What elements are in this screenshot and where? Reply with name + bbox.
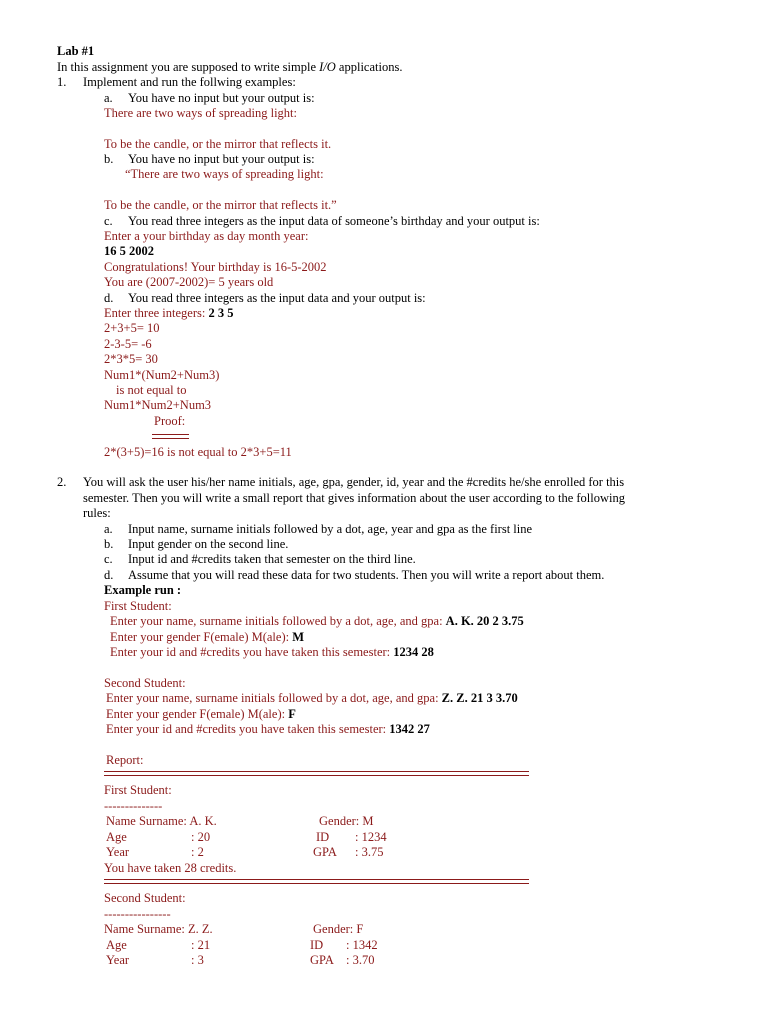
ss-input-2: F xyxy=(288,707,296,721)
fs-prompt-3: Enter your id and #credits you have taken this semester: xyxy=(110,645,394,659)
r1-year-value: : 2 xyxy=(191,845,204,859)
item1d-prompt: Enter three integers: xyxy=(104,306,209,320)
item1d-line-3: 2*3*5= 30 xyxy=(104,352,158,366)
report-first-heading: First Student: xyxy=(104,783,172,797)
item1a-text: You have no input but your output is: xyxy=(128,91,315,105)
item2a-text: Input name, surname initials followed by a dot, age, year and gpa as the first line xyxy=(128,522,533,536)
r1-age-value: : 20 xyxy=(191,830,211,844)
item1d-line-7: Proof: xyxy=(154,414,186,428)
item2b-text: Input gender on the second line. xyxy=(128,537,289,551)
r2-gender: Gender: F xyxy=(313,922,364,936)
r2-id-value: : 1342 xyxy=(346,938,378,952)
item2-line-2: semester. Then you will write a small report that gives information about the user according to the following xyxy=(83,491,625,505)
r1-gender: Gender: M xyxy=(319,814,374,828)
fs-prompt-2-line xyxy=(110,630,304,645)
fs-input-1: A. K. 20 2 3.75 xyxy=(445,614,524,628)
item2d-marker: d. xyxy=(104,568,114,582)
r1-gpa-label: GPA xyxy=(313,845,337,859)
r2-age-value: : 21 xyxy=(191,938,211,952)
item1b-text: You have no input but your output is: xyxy=(128,152,315,166)
r1-year-label: Year xyxy=(106,845,130,859)
r1-credits: You have taken 28 credits. xyxy=(104,861,237,875)
report-double-rule xyxy=(104,771,529,776)
r1-age-label: Age xyxy=(106,830,127,844)
ss-prompt-2: Enter your gender F(emale) M(ale): xyxy=(106,707,289,721)
item1c-marker: c. xyxy=(104,214,113,228)
item1c-output-2: You are (2007-2002)= 5 years old xyxy=(104,275,274,289)
fs-prompt-3-line xyxy=(110,645,434,660)
fs-input-2: M xyxy=(292,630,305,644)
r2-id-label: ID xyxy=(310,938,324,952)
proof-double-rule xyxy=(152,434,189,439)
item2b-marker: b. xyxy=(104,537,114,551)
second-student-heading: Second Student: xyxy=(104,676,186,690)
r2-name: Name Surname: Z. Z. xyxy=(104,922,213,936)
r2-year-value: : 3 xyxy=(191,953,204,967)
ss-prompt-1: Enter your name, surname initials followed by a dot, age, and gpa: xyxy=(106,691,442,705)
fs-prompt-1: Enter your name, surname initials followed by a dot, age, and gpa: xyxy=(110,614,446,628)
item1b-output-1: “There are two ways of spreading light: xyxy=(125,167,324,181)
r1-id-value: : 1234 xyxy=(355,830,387,844)
fs-input-3: 1234 28 xyxy=(393,645,434,659)
r2-gpa-label: GPA xyxy=(310,953,334,967)
report-label: Report: xyxy=(106,753,144,767)
r2-year-label: Year xyxy=(106,953,130,967)
item1-number: 1. xyxy=(57,75,67,89)
report-double-rule-2 xyxy=(104,879,529,884)
intro-text-a: In this assignment you are supposed to write simple xyxy=(57,60,320,74)
ss-prompt-3: Enter your id and #credits you have taken this semester: xyxy=(106,722,390,736)
item1c-prompt: Enter a your birthday as day month year: xyxy=(104,229,309,243)
fs-prompt-2: Enter your gender F(emale) M(ale): xyxy=(110,630,293,644)
item1a-marker: a. xyxy=(104,91,113,105)
item2c-text: Input id and #credits taken that semester on the third line. xyxy=(128,552,416,566)
ss-prompt-2-line xyxy=(106,707,296,722)
item1d-text: You read three integers as the input data and your output is: xyxy=(128,291,426,305)
report-first-dashes: -------------- xyxy=(104,799,163,813)
item1d-line-5: is not equal to xyxy=(116,383,187,397)
intro-io: I/O xyxy=(319,60,336,74)
r1-gpa-value: : 3.75 xyxy=(355,845,384,859)
report-second-dashes: ---------------- xyxy=(104,907,171,921)
item1c-output-1: Congratulations! Your birthday is 16-5-2002 xyxy=(104,260,327,274)
item1d-line-8: 2*(3+5)=16 is not equal to 2*3+5=11 xyxy=(104,445,292,459)
item1-text: Implement and run the follwing examples: xyxy=(83,75,296,89)
item2a-marker: a. xyxy=(104,522,113,536)
r2-age-label: Age xyxy=(106,938,127,952)
item1c-text: You read three integers as the input data of someone’s birthday and your output is: xyxy=(128,214,540,228)
item2-line-1: You will ask the user his/her name initials, age, gpa, gender, id, year and the #credits he/she enrolled for this xyxy=(83,475,625,489)
fs-prompt-1-line xyxy=(110,614,524,629)
item1d-input: 2 3 5 xyxy=(208,306,234,320)
r1-id-label: ID xyxy=(316,830,330,844)
intro-line xyxy=(57,60,402,75)
ss-input-1: Z. Z. 21 3 3.70 xyxy=(441,691,518,705)
r1-name: Name Surname: A. K. xyxy=(106,814,217,828)
item2c-marker: c. xyxy=(104,552,113,566)
item1d-marker: d. xyxy=(104,291,114,305)
item1a-output-2: To be the candle, or the mirror that reflects it. xyxy=(104,137,332,151)
first-student-heading: First Student: xyxy=(104,599,172,613)
item2-line-3: rules: xyxy=(83,506,111,520)
ss-input-3: 1342 27 xyxy=(389,722,430,736)
item1d-line-2: 2-3-5= -6 xyxy=(104,337,152,351)
item1b-output-2: To be the candle, or the mirror that reflects it.” xyxy=(104,198,337,212)
item1b-marker: b. xyxy=(104,152,114,166)
report-second-heading: Second Student: xyxy=(104,891,186,905)
ss-prompt-1-line xyxy=(106,691,518,706)
item1d-line-1: 2+3+5= 10 xyxy=(104,321,160,335)
item2d-text: Assume that you will read these data for two students. Then you will write a report about them. xyxy=(128,568,605,582)
intro-text-b: applications. xyxy=(335,60,403,74)
item1c-input: 16 5 2002 xyxy=(104,244,154,258)
page-title: Lab #1 xyxy=(57,44,95,58)
r2-gpa-value: : 3.70 xyxy=(346,953,375,967)
item1d-line-4: Num1*(Num2+Num3) xyxy=(104,368,220,382)
example-run-label: Example run : xyxy=(104,583,182,597)
item1d-prompt-line xyxy=(104,306,233,321)
ss-prompt-3-line xyxy=(106,722,430,737)
item1d-line-6: Num1*Num2+Num3 xyxy=(104,398,212,412)
item2-number: 2. xyxy=(57,475,67,489)
item1a-output-1: There are two ways of spreading light: xyxy=(104,106,297,120)
